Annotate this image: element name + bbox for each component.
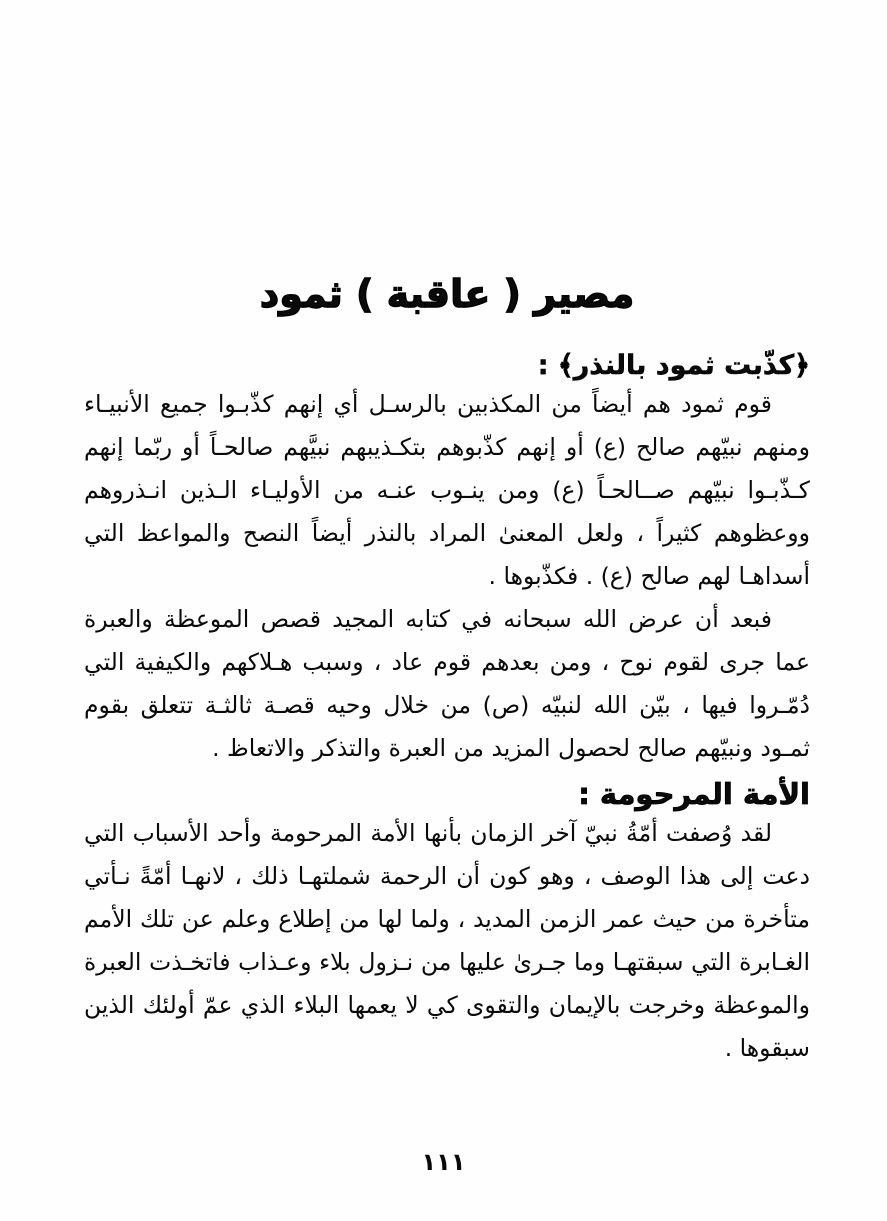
section-heading: الأمة المرحومة : [578,776,810,811]
body-paragraph-3: لقد وُصفت أمّةُ نبيّ آخر الزمان بأنها الأمة المرحومة وأحد الأسباب التي دعت إلى هذا الوصف ، وهو كون أن الرحمة شملتهـا ذلك ، لانهـا أمّةً نـأتي متأخرة من حيث عمر الزمن المديد ، ولما لها من إطلاع وعلم عن تلك الأمم الغـابرة التي سبقتهـا وما جـرىٰ عليها من نـزول بلاء وعـذاب فاتخـذت العبرة والموعظة وخرجت بالإيمان والتقوى كي لا يعمها البلاء الذي عمّ أولئك الذين سبقوها . [84,818,810,1062]
body-paragraph-2: فبعد أن عرض الله سبحانه في كتابه المجيد قصص الموعظة والعبرة عما جرى لقوم نوح ، ومن بعدهم قوم عاد ، وسبب هـلاكهم والكيفية التي دُمّـروا فيها ، بيّن الله لنبيّه (ص) من خلال وحيه قصـة ثالثـة تتعلق بقوم ثمـود ونبيّهم صالح لحصول المزيد من العبرة والتذكر والاتعاظ . [84,604,810,762]
chapter-title: مصير ( عاقبة ) ثمود [259,272,635,316]
page-number: ١١١ [421,1148,466,1176]
quran-quote-heading: ﴿كذّبت ثمود بالنذر﴾ : [537,349,810,381]
page-content [84,0,810,1070]
body-paragraph-1: قوم ثمود هم أيضاً من المكذبين بالرسـل أي إنهم كذّبـوا جميع الأنبيـاء ومنهم نبيّهم صالح (ع) أو إنهم كذّبوهم بتكـذيبهم نبيَّهم صالحـاً أو ربّما إنهم كـذّبـوا نبيّهم صــالحـاً (ع) ومن ينـوب عنـه من الأوليـاء الـذين انـذروهم ووعظوهم كثيراً ، ولعل المعنىٰ المراد بالنذر أيضاً النصح والمواعظ التي أسداهـا لهم صالح (ع) . فكذّبوها . [84,389,810,590]
